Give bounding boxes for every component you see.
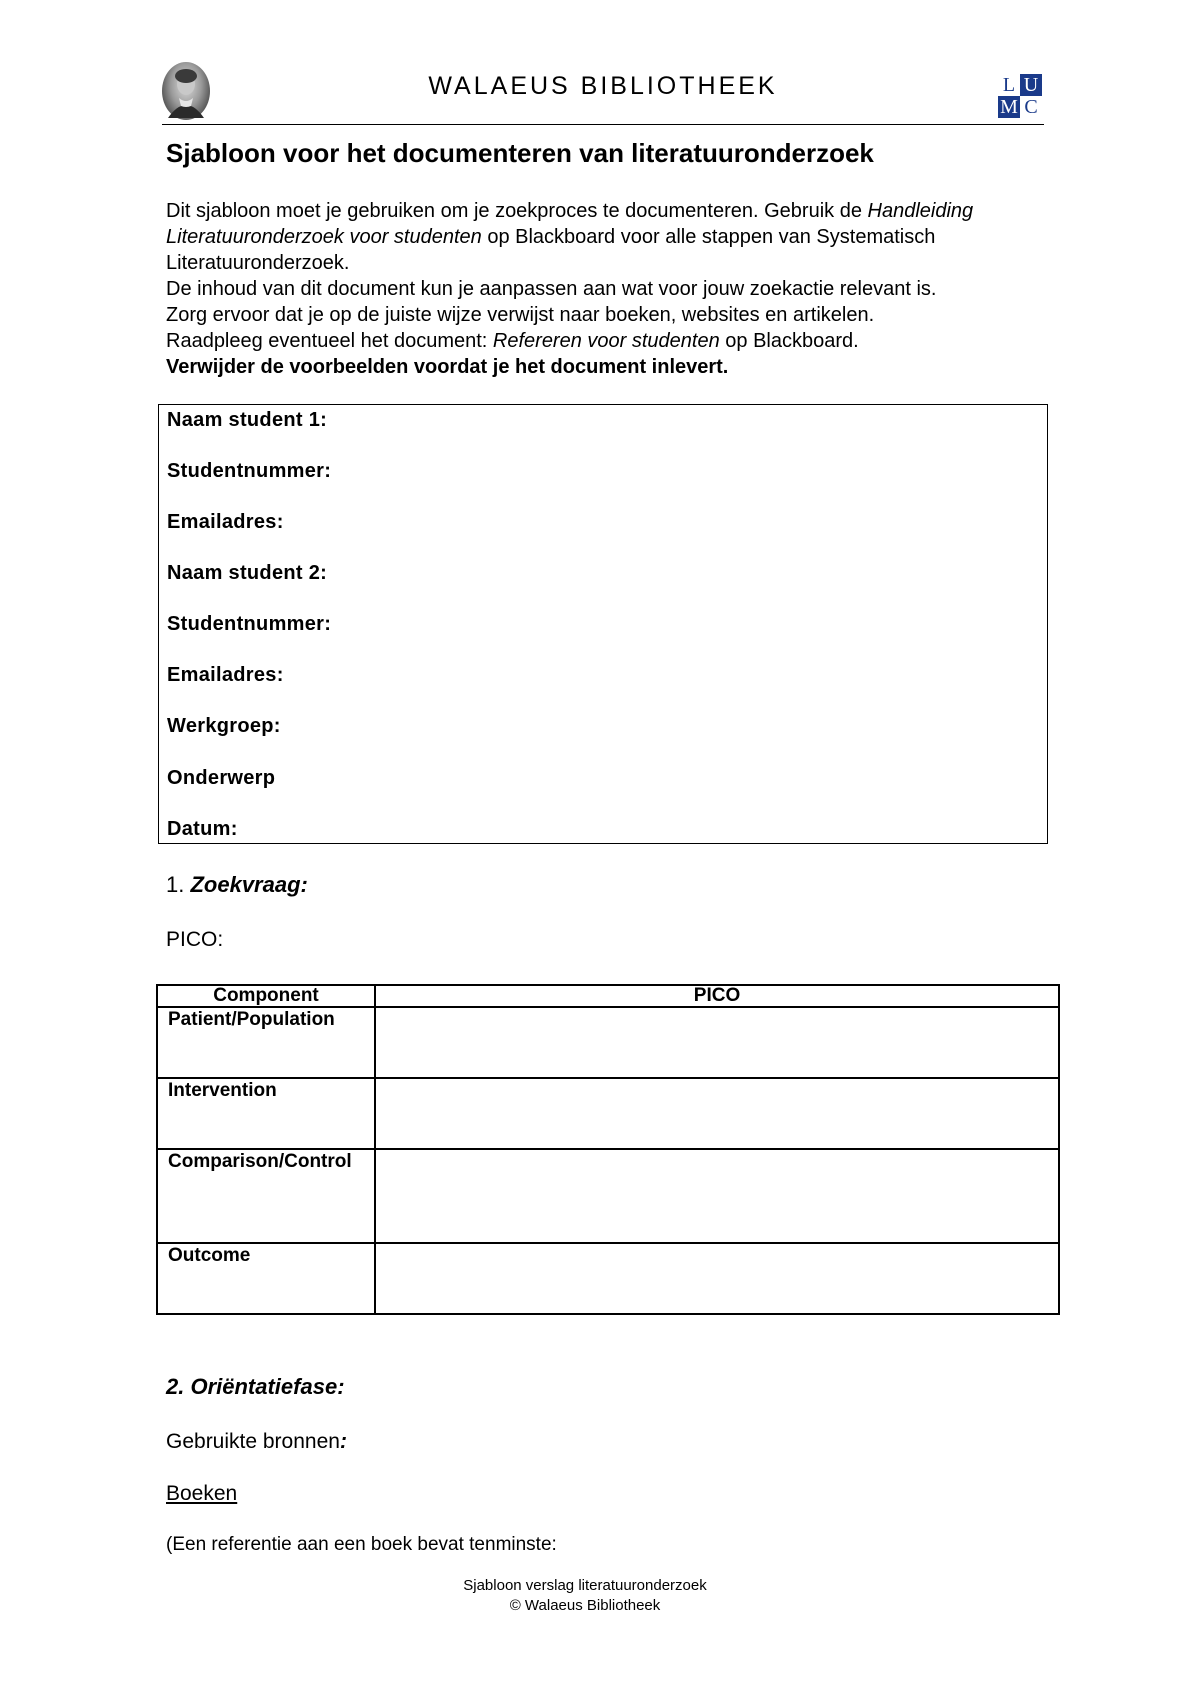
intro-paragraph-1 [166, 198, 1046, 276]
lumc-logo [998, 74, 1042, 118]
pico-header-row [157, 985, 1059, 1007]
pico-component-cell: Outcome [157, 1243, 375, 1314]
lumc-letter-m: M [998, 96, 1020, 118]
sources-colon: : [339, 1430, 347, 1453]
intro-paragraph-4 [166, 328, 1046, 354]
pico-value-cell[interactable] [375, 1243, 1059, 1314]
intro-paragraph-3: Zorg ervoor dat je op de juiste wijze verwijst naar boeken, websites en artikelen. [166, 304, 875, 326]
field-datum[interactable]: Datum: [167, 818, 238, 840]
section-title: Zoekvraag: [190, 872, 308, 897]
section-1-heading [166, 872, 308, 898]
document-title: Sjabloon voor het documenteren van literatuuronderzoek [166, 138, 874, 168]
pico-value-cell[interactable] [375, 1078, 1059, 1149]
pico-value-cell[interactable] [375, 1149, 1059, 1243]
header-divider [162, 124, 1044, 125]
pico-header-component: Component [157, 985, 375, 1007]
sources-label [166, 1430, 347, 1454]
intro-text [166, 198, 1046, 380]
table-row [157, 1149, 1059, 1243]
footer-line-2: © Walaeus Bibliotheek [509, 1597, 661, 1614]
intro-paragraph-2: De inhoud van dit document kun je aanpassen aan wat voor jouw zoekactie relevant is. [166, 278, 937, 300]
lumc-letter-c: C [1024, 96, 1038, 118]
intro-paragraph-5 [166, 354, 1046, 380]
pico-table [156, 984, 1060, 1315]
field-student-1-email[interactable]: Emailadres: [167, 511, 284, 533]
student-info-box [158, 404, 1048, 844]
handleiding-title: Handleiding Literatuuronderzoek voor studenten [166, 200, 974, 248]
section-number: 1. [166, 872, 191, 897]
table-row [157, 1007, 1059, 1078]
brand-title: WALAEUS BIBLIOTHEEK [428, 72, 778, 100]
field-student-1-number[interactable]: Studentnummer: [167, 460, 332, 482]
refereren-title: Refereren voor studenten [492, 330, 720, 352]
books-heading: Boeken [166, 1482, 238, 1505]
page-footer [0, 1576, 1170, 1616]
intro-text-part: Raadpleeg eventueel het document: [166, 330, 493, 352]
footer-line-1: Sjabloon verslag literatuuronderzoek [463, 1577, 707, 1594]
lumc-letter-u: U [1020, 74, 1042, 96]
pico-component-cell: Intervention [157, 1078, 375, 1149]
intro-text-part: op Blackboard voor alle stappen van Systematisch Literatuuronderzoek. [166, 226, 936, 274]
field-student-2-email[interactable]: Emailadres: [167, 664, 284, 686]
field-student-2-name[interactable]: Naam student 2: [167, 562, 328, 584]
pico-header-pico: PICO [375, 985, 1059, 1007]
table-row [157, 1078, 1059, 1149]
lumc-letter-l: L [1002, 74, 1016, 96]
pico-component-cell: Patient/Population [157, 1007, 375, 1078]
remove-examples-note: Verwijder de voorbeelden voordat je het document inlevert. [166, 356, 729, 378]
field-werkgroep[interactable]: Werkgroep: [167, 715, 281, 737]
reference-note: (Een referentie aan een boek bevat tenminste: [166, 1534, 557, 1555]
pico-component-cell: Comparison/Control [157, 1149, 375, 1243]
page-header [162, 58, 1044, 124]
intro-text-part: op Blackboard. [719, 330, 859, 352]
pico-label: PICO: [166, 928, 224, 951]
field-onderwerp[interactable]: Onderwerp [167, 767, 276, 789]
intro-text-part: Dit sjabloon moet je gebruiken om je zoekproces te documenteren. Gebruik de [166, 200, 868, 222]
sources-text: Gebruikte bronnen [166, 1430, 340, 1453]
field-student-1-name[interactable]: Naam student 1: [167, 409, 328, 431]
field-student-2-number[interactable]: Studentnummer: [167, 613, 332, 635]
section-2-heading: 2. Oriëntatiefase: [166, 1374, 345, 1399]
table-row [157, 1243, 1059, 1314]
pico-value-cell[interactable] [375, 1007, 1059, 1078]
